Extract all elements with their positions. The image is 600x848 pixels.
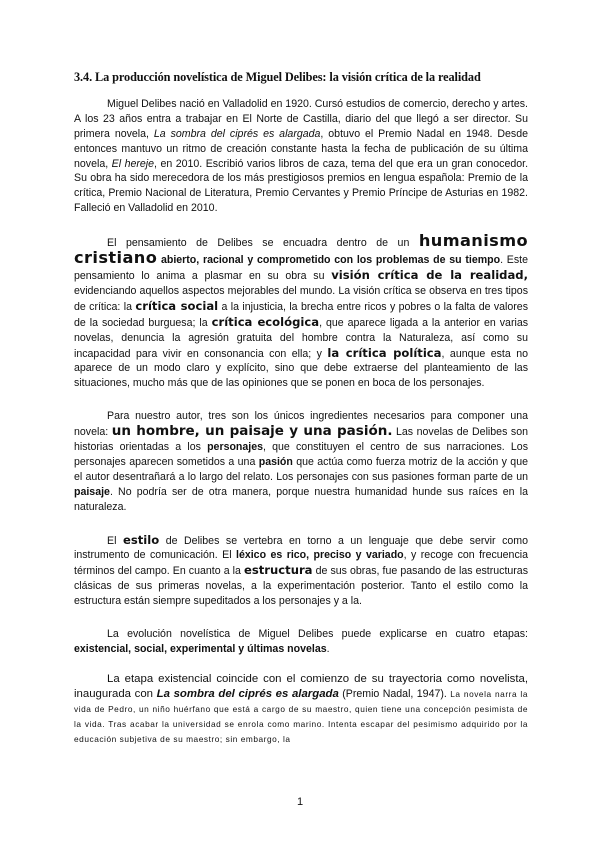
text-run: que actúa como fuerza motriz de la acción y que el autor desentrañará a lo largo del relato. Los personajes con sus pasiones forman parte de un (74, 455, 528, 483)
emphasis-text: abierto, racional y comprometido con los problemas de su tiempo (157, 254, 501, 267)
paragraph-style (74, 533, 528, 610)
keyword-critica-ecologica: crítica ecológica (211, 314, 320, 329)
emphasis-text: paisaje (74, 485, 110, 498)
emphasis-text: existencial, social, experimental y últimas novelas (74, 643, 327, 655)
page-content (74, 70, 528, 765)
emphasis-text: léxico es rico, preciso y variado (236, 549, 404, 562)
paragraph-thought (74, 231, 529, 391)
text-run: (Premio Nadal, 1947). (338, 687, 451, 700)
paragraph-biography (74, 97, 528, 216)
text-run: El (107, 534, 123, 547)
paragraph-ingredients (74, 409, 528, 514)
emphasis-text: personajes (207, 441, 264, 454)
text-run: de sus obras, fue pasando de las estructuras clásicas de sus primeras novelas, a la experimentación posterior. Tanto el estilo como la estructura están siempre supeditados a los personajes y a la. (74, 565, 528, 608)
text-run: , que aparece ligada a la anterior en varias novelas, denuncia la agresión gratuita del hombre contra la Naturaleza, así como su incapacidad para vivir en consonancia con ella; y (74, 316, 529, 360)
keyword-ingredients: un hombre, un paisaje y una pasión. (111, 423, 393, 440)
keyword-estructura: estructura (244, 563, 313, 578)
section-heading: 3.4. La producción novelística de Miguel Delibes: la visión crítica de la realidad (74, 70, 481, 84)
text-run: El pensamiento de Delibes se encuadra dentro de un (107, 237, 419, 250)
text-run: . Este pensamiento lo anima a plasmar en su obra su (74, 254, 528, 282)
text-run: a la injusticia, la brecha entre ricos y pobres o la falta de valores de la sociedad burguesa; la (74, 300, 528, 329)
keyword-vision-critica: visión crítica de la realidad, (331, 267, 529, 282)
text-run: La evolución novelística de Miguel Delibes puede explicarse en cuatro etapas: (107, 628, 528, 641)
keyword-humanismo: humanismo cristiano (74, 231, 528, 268)
small-text: La novela narra la vida de Pedro, un niño huérfano que está a cargo de su maestro, quien tiene una concepción pesimista de la vida. Tras acabar la universidad se enrola como marino. Intenta escapar del pesimismo adquirido por la educación subjetiva de su maestro; sin embargo, la (74, 688, 528, 744)
novel-title: El hereje (111, 157, 155, 170)
keyword-estilo: estilo (122, 532, 160, 547)
text-run: Miguel Delibes nació en Valladolid en 1920. Cursó estudios de comercio, derecho y artes. A los 23 años entra a trabajar en El Norte de Castilla, diario del que llegó a ser director. Su primera novela, (74, 97, 528, 140)
page-number: 1 (296, 796, 304, 808)
novel-title: La sombra del ciprés es alargada (156, 687, 339, 700)
keyword-critica-social: crítica social (135, 298, 219, 313)
text-run: . No podría ser de otra manera, porque nuestra humanidad hunde sus raíces en la naturaleza. (74, 485, 528, 513)
text-run: , obtuvo el Premio Nadal en 1948. Desde entonces mantuvo un ritmo de creación constante hasta la fecha de publicación de su última novela, (74, 127, 528, 170)
text-run: evidenciando aquellos aspectos mejorables del mundo. La visión crítica se observa en tres tipos de crítica: la (74, 284, 528, 313)
text-run: , aunque esta no aparece de un modo claro y explícito, sino que debe extraerse del planteamiento de las situaciones, mucho más que de las opiniones que se ponen en boca de los personajes. (74, 347, 529, 390)
keyword-critica-politica: la crítica política (327, 345, 442, 360)
text-run: Las novelas de Delibes son historias orientadas a los (74, 426, 528, 454)
text-run: Para nuestro autor, tres son los únicos ingredientes necesarios para componer una novela: (74, 410, 528, 439)
paragraph-existential (74, 672, 528, 747)
text-run: , y recoge con frecuencia términos del campo. En cuanto a la (74, 549, 528, 578)
text-run: , en 2010. Escribió varios libros de caza, tema del que era un gran conocedor. Su obra ha sido merecedora de los más prestigiosos premios en lengua española: Premio de la crítica, Premio Nacional de Literatura, Premio Cervantes y Premio Príncipe de Asturias en 1982. Falleció en Valladolid en 2010. (74, 157, 529, 215)
text-run: . (326, 643, 330, 655)
text-run: La etapa existencial coincide con el comienzo de su trayectoria como novelista, inaugurada con (74, 672, 528, 700)
novel-title: La sombra del ciprés es alargada (153, 127, 321, 140)
emphasis-text: pasión (258, 455, 293, 468)
text-run: , que constituyen el centro de sus narraciones. Los personajes aparecen sometidos a una (74, 441, 528, 468)
text-run: de Delibes se vertebra en torno a un lenguaje que debe servir como instrumento de comunicación. El (74, 534, 528, 562)
paragraph-stages (74, 627, 528, 657)
